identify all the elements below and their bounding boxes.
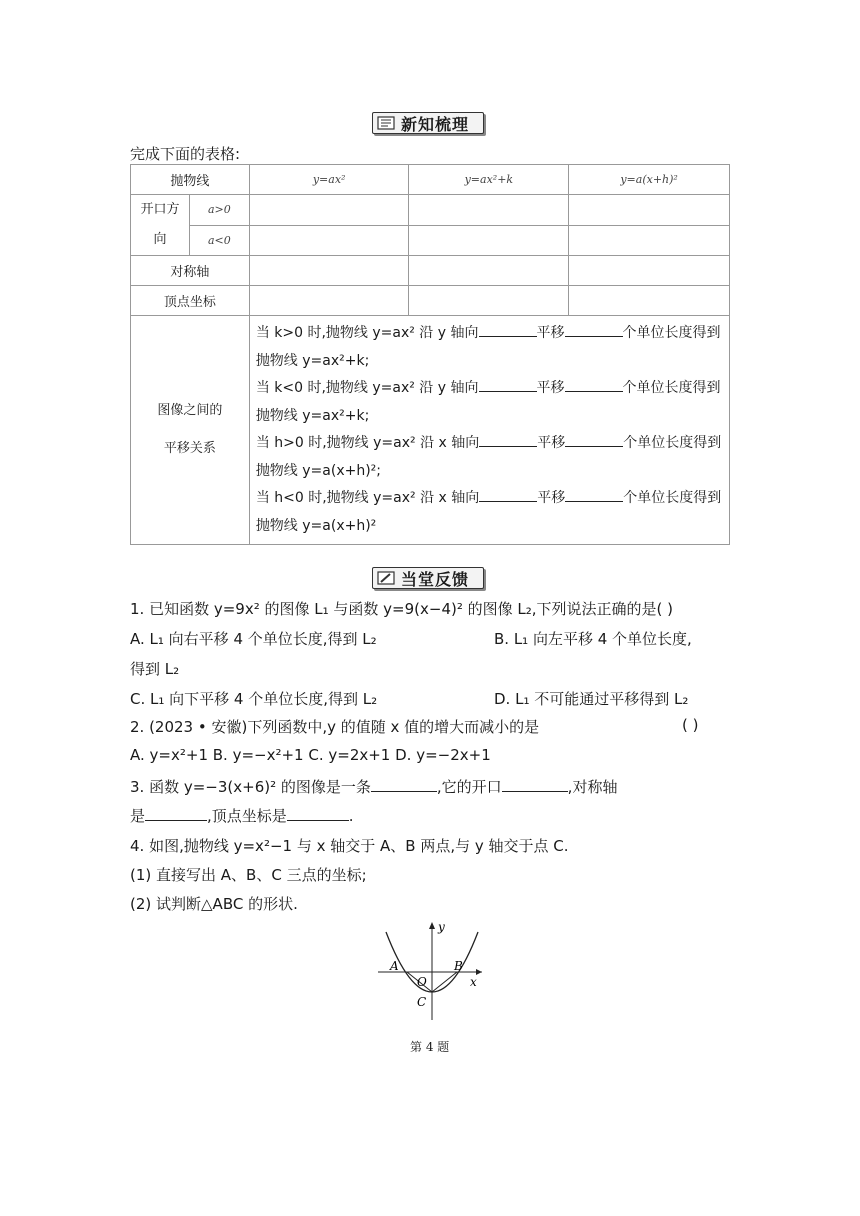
q3-line2 [130,805,354,826]
answer-cell[interactable] [409,225,569,256]
rel-line: 当 k<0 时,抛物线 y=ax² 沿 y 轴向 [255,380,479,396]
q3-text: ,它的开口 [436,778,502,796]
figure-caption: 第 4 题 [410,1040,450,1054]
rel-line: 当 h>0 时,抛物线 y=ax² 沿 x 轴向 [255,435,480,451]
book-icon [377,116,395,130]
answer-cell[interactable] [569,256,730,286]
section-title: 当堂反馈 [401,569,470,589]
rel-tail: 个单位长度得到 [622,380,721,396]
answer-cell[interactable] [409,195,569,226]
q3-text: . [348,807,354,825]
q4-sub1: (1) 直接写出 A、B、C 三点的坐标; [130,866,367,884]
knowledge-table [130,164,730,545]
header-y-ax2: y=ax² [249,165,409,195]
blank-line[interactable] [565,379,623,392]
rel-line: 抛物线 y=a(x+h)² [255,517,377,534]
rel-line: 当 h<0 时,抛物线 y=ax² 沿 x 轴向 [255,490,480,506]
rel-tail: 个单位长度得到 [623,435,722,451]
rel-line: 抛物线 y=ax²+k; [255,352,370,369]
section-title: 新知梳理 [401,114,470,134]
rel-tail: 个单位长度得到 [622,325,721,341]
pencil-icon [377,571,395,585]
q1-stem: 1. 已知函数 y=9x² 的图像 L₁ 与函数 y=9(x−4)² 的图像 L₂,下列说法正确的是( ) [130,600,674,618]
answer-cell[interactable] [249,286,409,316]
answer-cell[interactable] [569,195,730,226]
section-header-new-knowledge [372,112,484,134]
header-y-ax2-k: y=ax²+k [409,165,569,195]
blank-line[interactable] [565,324,623,337]
translation-description [249,316,729,545]
parabola-figure [370,916,490,1028]
answer-cell[interactable] [569,286,730,316]
answer-cell[interactable] [409,256,569,286]
answer-cell[interactable] [409,286,569,316]
row-label-axis: 对称轴 [131,256,250,286]
row-label-translation: 图像之间的平移关系 [131,316,250,545]
q4-sub2: (2) 试判断△ABC 的形状. [130,895,298,913]
blank-line[interactable] [565,489,623,502]
q2-answer-paren[interactable]: ( ) [682,716,699,734]
q1-option-d[interactable]: D. L₁ 不可能通过平移得到 L₂ [494,690,689,708]
label-y: y [438,920,445,934]
cond-a-positive: a>0 [189,195,249,226]
rel-line: 当 k>0 时,抛物线 y=ax² 沿 y 轴向 [255,325,479,341]
y-axis-arrow [429,922,435,929]
q3-text: ,对称轴 [567,778,618,796]
q2-stem: 2. (2023 • 安徽)下列函数中,y 的值随 x 值的增大而减小的是 [130,718,540,736]
rel-word: 平移 [537,490,566,506]
q1-option-c[interactable]: C. L₁ 向下平移 4 个单位长度,得到 L₂ [130,690,378,708]
label-b: B [454,959,463,973]
q3-line1 [130,776,617,797]
q3-text: 3. 函数 y=−3(x+6)² 的图像是一条 [130,778,371,796]
blank-line[interactable] [479,379,537,392]
rel-word: 平移 [537,435,566,451]
blank-line[interactable] [479,489,537,502]
answer-cell[interactable] [249,225,409,256]
rel-word: 平移 [536,325,565,341]
blank-line[interactable] [479,324,537,337]
blank-line[interactable] [565,434,623,447]
header-y-a-xh2: y=a(x+h)² [569,165,730,195]
q3-text: 是 [130,807,146,825]
row-label-direction: 开口方向 [131,195,190,256]
q4-stem: 4. 如图,抛物线 y=x²−1 与 x 轴交于 A、B 两点,与 y 轴交于点 C. [130,837,569,855]
answer-cell[interactable] [569,225,730,256]
q1-option-a[interactable]: A. L₁ 向右平移 4 个单位长度,得到 L₂ [130,630,377,648]
label-c: C [417,995,427,1009]
q1-option-b[interactable]: B. L₁ 向左平移 4 个单位长度, [494,630,692,648]
q3-text: ,顶点坐标是 [207,807,287,825]
row-label-vertex: 顶点坐标 [131,286,250,316]
label-a: A [390,959,399,973]
q1-option-b-cont: 得到 L₂ [130,660,180,678]
blank-line[interactable] [479,434,537,447]
blank-line[interactable] [371,779,437,792]
rel-word: 平移 [536,380,565,396]
q2-options[interactable]: A. y=x²+1 B. y=−x²+1 C. y=2x+1 D. y=−2x+1 [130,746,491,764]
answer-cell[interactable] [249,256,409,286]
blank-line[interactable] [145,808,207,821]
intro-text: 完成下面的表格: [130,145,241,163]
rel-line: 抛物线 y=ax²+k; [255,407,370,424]
rel-tail: 个单位长度得到 [623,490,722,506]
section-header-feedback [372,567,484,589]
label-o: O [417,975,427,989]
cond-a-negative: a<0 [189,225,249,256]
blank-line[interactable] [287,808,349,821]
answer-cell[interactable] [249,195,409,226]
blank-line[interactable] [502,779,568,792]
label-x: x [470,975,477,989]
x-axis-arrow [476,969,482,975]
header-parabola: 抛物线 [131,165,250,195]
rel-line: 抛物线 y=a(x+h)²; [255,462,381,479]
